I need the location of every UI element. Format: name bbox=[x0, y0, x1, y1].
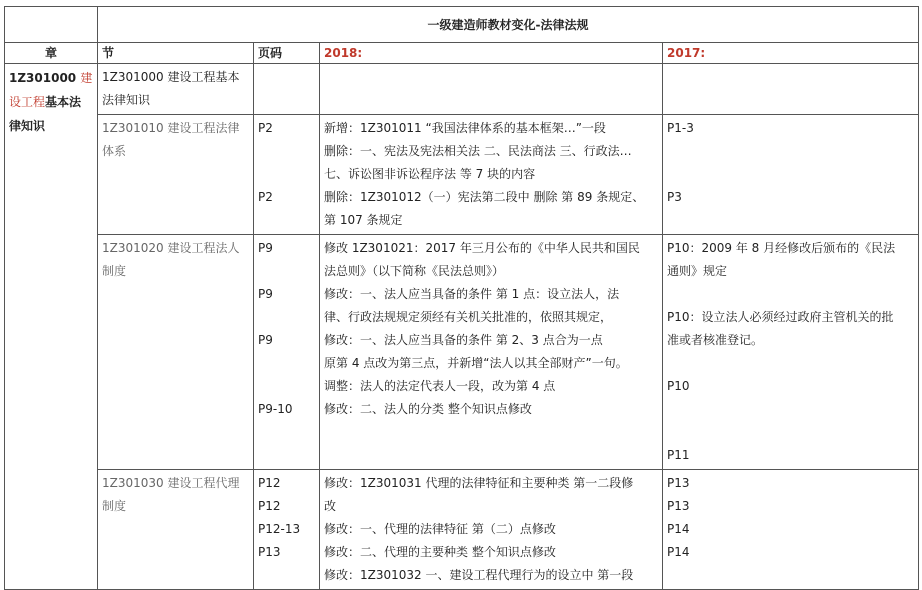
page-ref-2017: P14 bbox=[667, 522, 690, 536]
section-name: 1Z301000 建设工程基本法律知识 bbox=[98, 64, 254, 115]
page-ref: P2 bbox=[258, 121, 273, 135]
page-ref: P2 bbox=[258, 190, 273, 204]
table-title: 一级建造师教材变化-法律法规 bbox=[98, 7, 919, 43]
header-row bbox=[5, 43, 919, 64]
change-line: 修改：1Z301031 代理的法律特征和主要种类 第一二段修 bbox=[324, 476, 634, 490]
section-2017 bbox=[663, 470, 919, 590]
section-2018 bbox=[320, 470, 663, 590]
change-line: 修改：二、代理的主要种类 整个知识点修改 bbox=[324, 545, 556, 559]
page-ref: P12 bbox=[258, 499, 281, 513]
page-ref: P9 bbox=[258, 333, 273, 347]
page-ref-2017: P13 bbox=[667, 499, 690, 513]
page-ref-2017: P3 bbox=[667, 190, 682, 204]
change-line: 修改 1Z301021：2017 年三月公布的《中华人民共和国民 bbox=[324, 241, 640, 255]
textbook-change-table bbox=[4, 6, 919, 590]
section-2017 bbox=[663, 64, 919, 115]
section-row-legal-person bbox=[5, 235, 919, 470]
page-ref: P9 bbox=[258, 287, 273, 301]
header-chapter: 章 bbox=[5, 43, 98, 64]
change-line: 七、诉讼图非诉讼程序法 等 7 块的内容 bbox=[324, 167, 536, 181]
change-line: 修改：二、法人的分类 整个知识点修改 bbox=[324, 402, 532, 416]
change-line: 改 bbox=[324, 499, 337, 513]
section-2018 bbox=[320, 235, 663, 470]
change-line: 新增：1Z301011 “我国法律体系的基本框架…”一段 bbox=[324, 121, 606, 135]
page-ref-2017: P1-3 bbox=[667, 121, 694, 135]
change-line: 律、行政法规规定须经有关机关批准的，依照其规定， bbox=[324, 310, 613, 324]
section-name: 1Z301030 建设工程代理制度 bbox=[98, 470, 254, 590]
change-line: 原第 4 点改为第三点，并新增“法人以其全部财产”一句。 bbox=[324, 356, 628, 370]
page-ref-2017: 准或者核准登记。 bbox=[667, 333, 764, 347]
section-2017 bbox=[663, 115, 919, 235]
chapter-red-text: 建设工程 bbox=[9, 71, 93, 109]
change-line: 调整：法人的法定代表人一段，改为第 4 点 bbox=[324, 379, 556, 393]
change-line: 删除：1Z301012（一）宪法第二段中 删除 第 89 条规定、 bbox=[324, 190, 645, 204]
title-blank-cell bbox=[5, 7, 98, 43]
page-ref-2017: 通则》规定 bbox=[667, 264, 728, 278]
page-ref: P12-13 bbox=[258, 522, 301, 536]
page-ref-2017: P11 bbox=[667, 448, 690, 462]
page-ref: P9-10 bbox=[258, 402, 293, 416]
page-ref-2017: P10 bbox=[667, 379, 690, 393]
change-line: 修改：1Z301032 一、建设工程代理行为的设立中 第一段 bbox=[324, 568, 634, 582]
section-row-agency bbox=[5, 470, 919, 590]
section-row-law-system bbox=[5, 115, 919, 235]
chapter-rest: 基本法律知识 bbox=[9, 95, 82, 133]
section-2018 bbox=[320, 64, 663, 115]
chapter-code: 1Z301000 bbox=[9, 71, 77, 85]
page-ref: P9 bbox=[258, 241, 273, 255]
section-name: 1Z301020 建设工程法人制度 bbox=[98, 235, 254, 470]
page-ref-2017: P10：设立法人必须经过政府主管机关的批 bbox=[667, 310, 894, 324]
header-2018: 2018: bbox=[320, 43, 663, 64]
change-line: 法总则》（以下简称《民法总则》） bbox=[324, 264, 505, 278]
page-ref-2017: P14 bbox=[667, 545, 690, 559]
section-2018 bbox=[320, 115, 663, 235]
section-name: 1Z301010 建设工程法律体系 bbox=[98, 115, 254, 235]
title-row bbox=[5, 7, 919, 43]
header-2017: 2017: bbox=[663, 43, 919, 64]
chapter-cell bbox=[5, 64, 98, 590]
section-row-intro bbox=[5, 64, 919, 115]
section-2017 bbox=[663, 235, 919, 470]
page-ref: P13 bbox=[258, 545, 281, 559]
change-line: 修改：一、代理的法律特征 第（二）点修改 bbox=[324, 522, 556, 536]
change-line: 修改：一、法人应当具备的条件 第 2、3 点合为一点 bbox=[324, 333, 603, 347]
change-line: 删除：一、宪法及宪法相关法 二、民法商法 三、行政法… bbox=[324, 144, 632, 158]
page-ref-2017: P13 bbox=[667, 476, 690, 490]
section-pages bbox=[254, 235, 320, 470]
section-pages bbox=[254, 470, 320, 590]
header-section: 节 bbox=[98, 43, 254, 64]
header-page: 页码 bbox=[254, 43, 320, 64]
change-line: 第 107 条规定 bbox=[324, 213, 403, 227]
page-ref: P12 bbox=[258, 476, 281, 490]
change-line: 修改：一、法人应当具备的条件 第 1 点：设立法人，法 bbox=[324, 287, 620, 301]
section-pages bbox=[254, 64, 320, 115]
section-pages bbox=[254, 115, 320, 235]
page-ref-2017: P10：2009 年 8 月经修改后颁布的《民法 bbox=[667, 241, 896, 255]
